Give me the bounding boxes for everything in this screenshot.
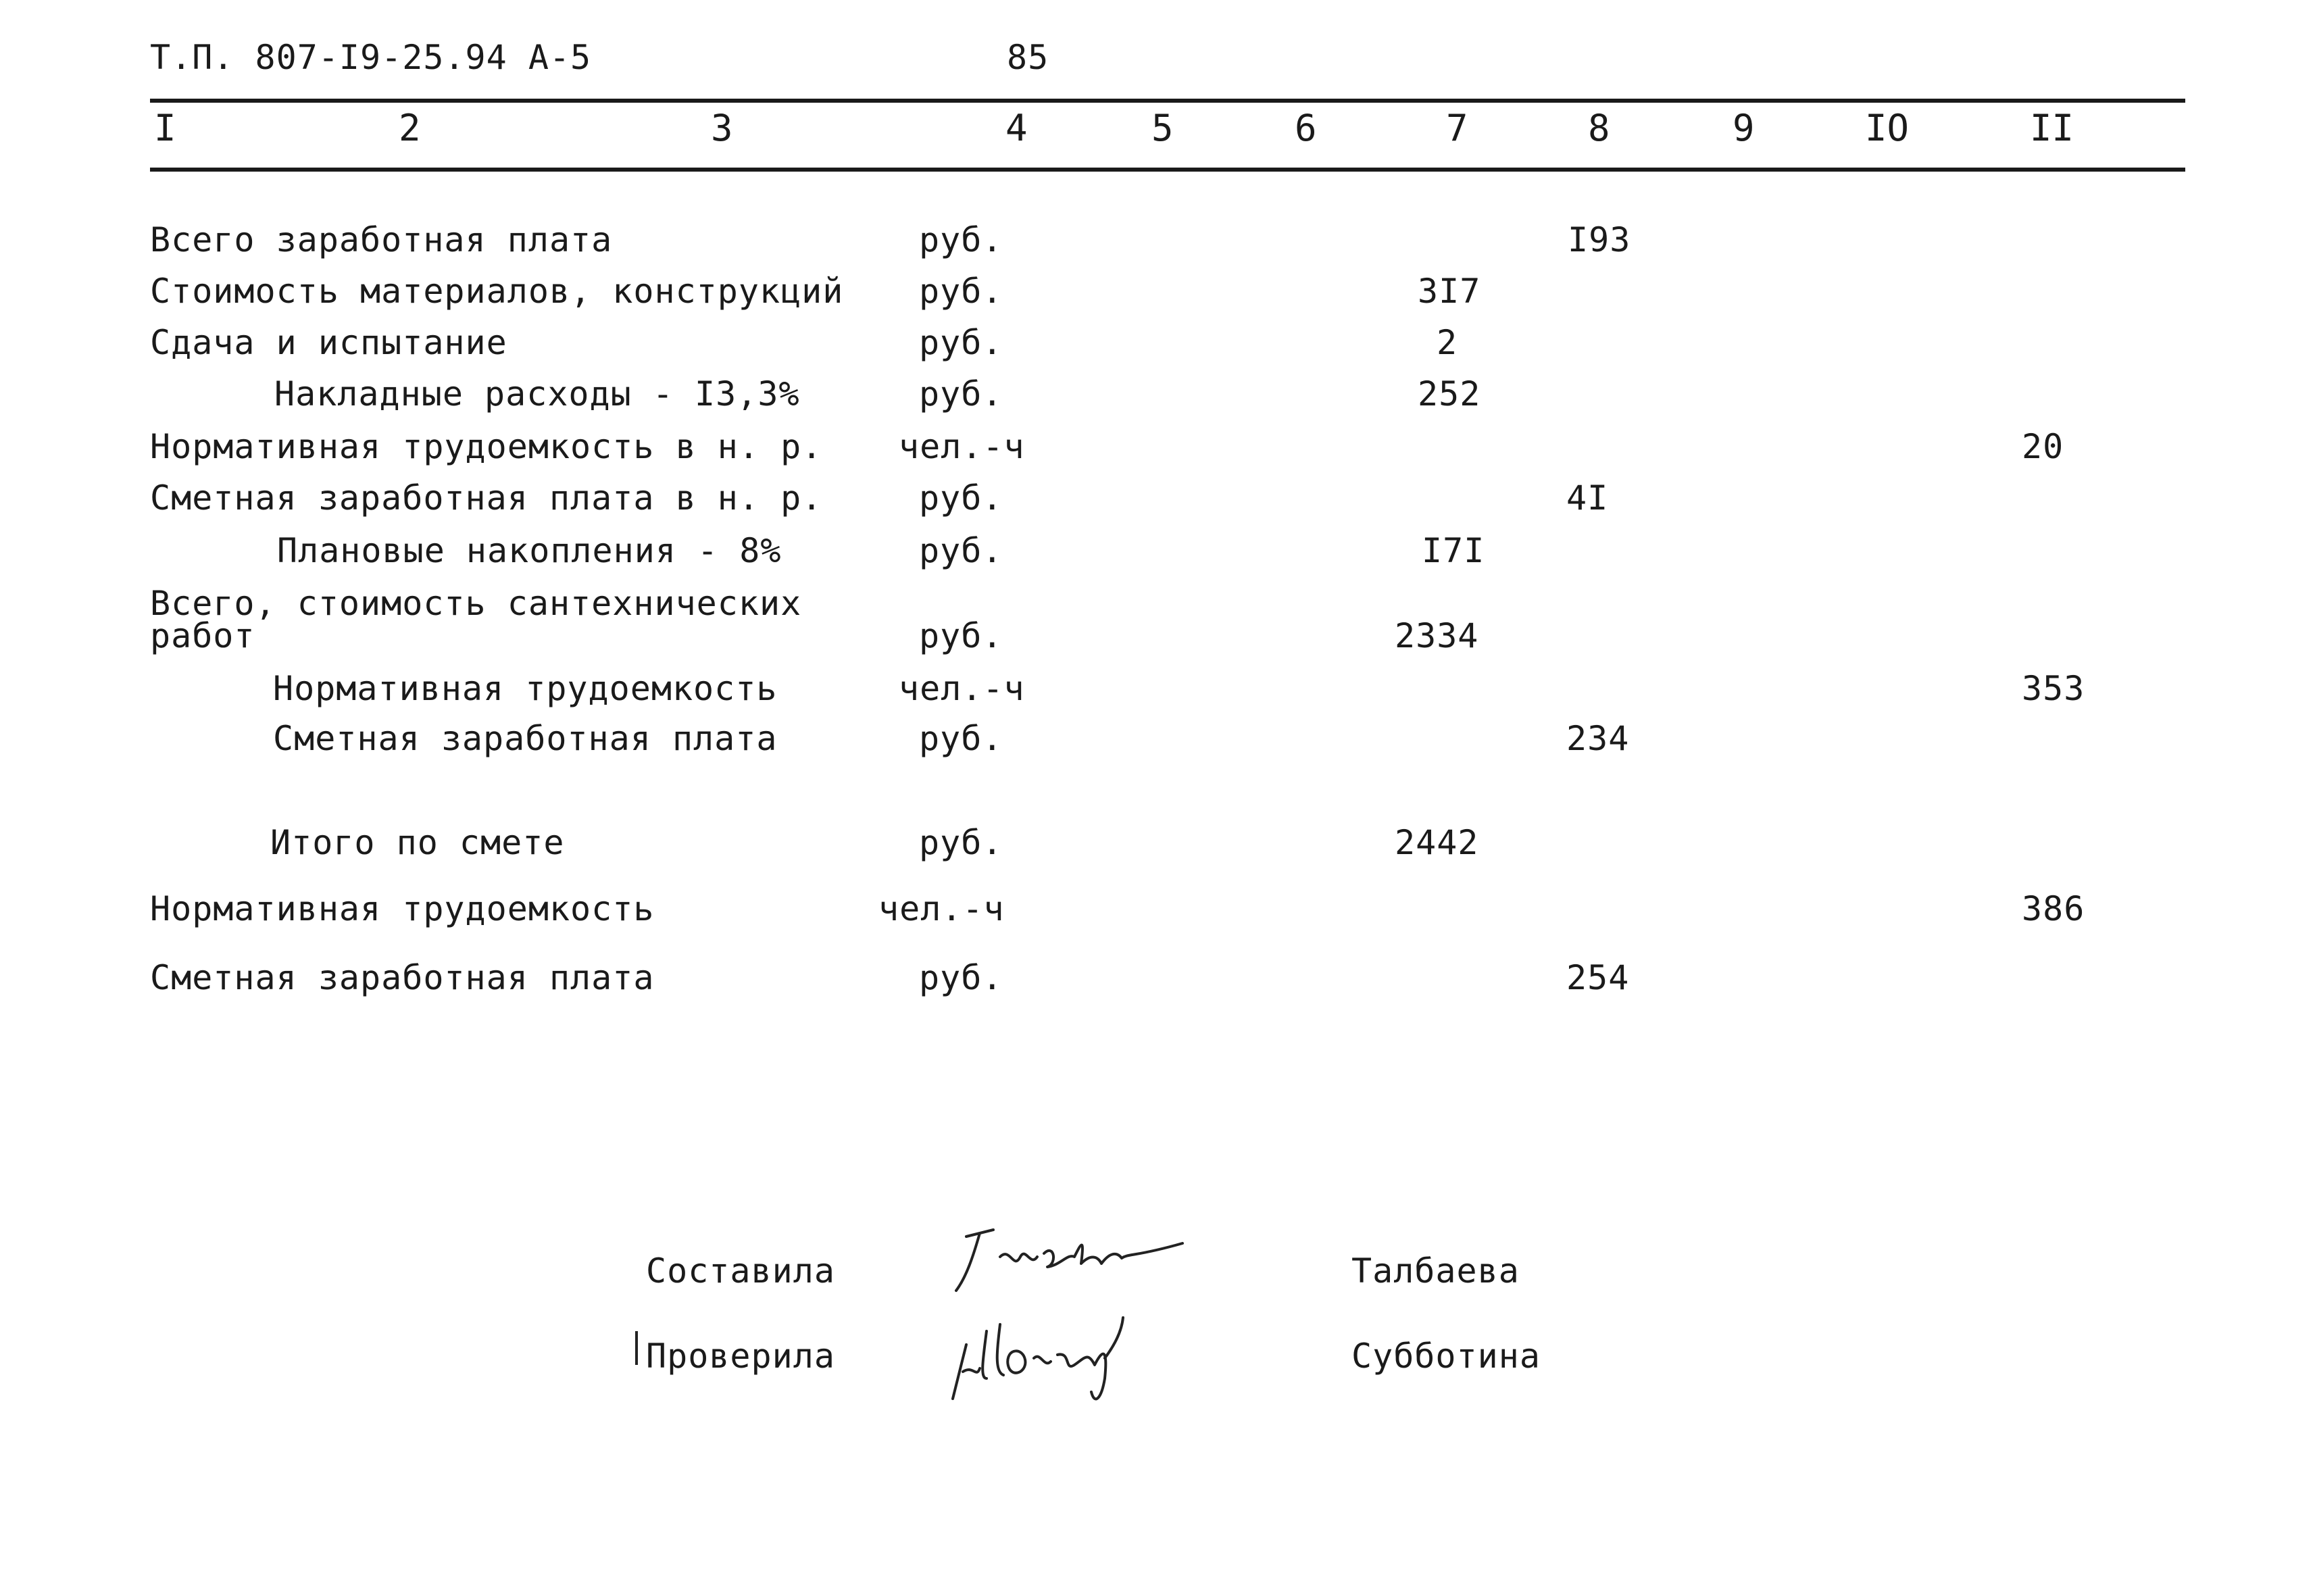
row-unit: чел.-ч: [899, 427, 1025, 466]
row-unit: руб.: [919, 531, 1003, 570]
row-label: Сметная заработная плата: [273, 719, 778, 758]
row-value-col8: I93: [1568, 220, 1631, 259]
column-number: 8: [1588, 107, 1610, 149]
row-unit: руб.: [919, 958, 1003, 997]
column-number: 2: [399, 107, 421, 149]
row-value-col7: 2442: [1395, 823, 1479, 862]
row-unit: руб.: [919, 719, 1003, 758]
row-label: Накладные расходы - I3,3%: [274, 374, 800, 414]
header-bottom-rule: [150, 168, 2185, 172]
row-value-col7: 2: [1437, 323, 1458, 362]
row-label: Нормативная трудоемкость: [273, 669, 778, 708]
document-code: Т.П. 807-I9-25.94 А-5: [150, 38, 592, 77]
column-number: 3: [711, 107, 733, 149]
row-value-col7: 3I7: [1418, 272, 1481, 311]
row-value-col7: 2334: [1395, 616, 1479, 655]
column-number: IO: [1865, 107, 1910, 149]
row-unit: руб.: [919, 220, 1003, 259]
row-unit: руб.: [919, 272, 1003, 311]
column-number: 7: [1446, 107, 1468, 149]
row-unit: руб.: [919, 823, 1003, 862]
checked-by-name: Субботина: [1351, 1337, 1541, 1376]
row-value-col11: 20: [2022, 427, 2064, 466]
row-unit: руб.: [919, 478, 1003, 518]
column-number: 6: [1295, 107, 1317, 149]
checked-by-label: Проверила: [646, 1337, 835, 1376]
checked-signature: [939, 1304, 1196, 1405]
row-label: Итого по смете: [270, 823, 565, 862]
row-unit: чел.-ч: [878, 889, 1005, 928]
row-value-col8: 254: [1566, 958, 1630, 997]
row-value-col7: I7I: [1422, 531, 1485, 570]
row-label-continued: работ: [150, 616, 255, 655]
row-value-col7: 252: [1418, 374, 1481, 414]
row-label: Нормативная трудоемкость: [150, 889, 655, 928]
row-value-col11: 353: [2022, 669, 2085, 708]
page-number: 85: [1007, 38, 1049, 77]
column-number: I: [154, 107, 176, 149]
compiled-signature: [946, 1216, 1203, 1297]
row-label: Сметная заработная плата в н. р.: [150, 478, 823, 518]
row-label: Всего заработная плата: [150, 220, 613, 259]
column-number: 5: [1151, 107, 1174, 149]
row-label: Сдача и испытание: [150, 323, 507, 362]
row-unit: руб.: [919, 616, 1003, 655]
row-value-col8: 234: [1566, 719, 1630, 758]
row-unit: руб.: [919, 374, 1003, 414]
row-label: Плановые накопления - 8%: [277, 531, 782, 570]
header-top-rule: [150, 99, 2185, 103]
compiled-by-label: Составила: [646, 1251, 835, 1291]
row-value-col11: 386: [2022, 889, 2085, 928]
row-value-col8: 4I: [1566, 478, 1609, 518]
column-number: 9: [1733, 107, 1755, 149]
row-label: Нормативная трудоемкость в н. р.: [150, 427, 823, 466]
row-label: Сметная заработная плата: [150, 958, 655, 997]
column-number: 4: [1005, 107, 1028, 149]
row-label: Всего, стоимость сантехнических: [150, 584, 802, 623]
row-unit: чел.-ч: [899, 669, 1025, 708]
column-number: II: [2030, 107, 2074, 149]
compiled-by-name: Талбаева: [1351, 1251, 1520, 1291]
row-unit: руб.: [919, 323, 1003, 362]
margin-mark: [635, 1331, 638, 1365]
row-label: Стоимость материалов, конструкций: [150, 272, 844, 311]
